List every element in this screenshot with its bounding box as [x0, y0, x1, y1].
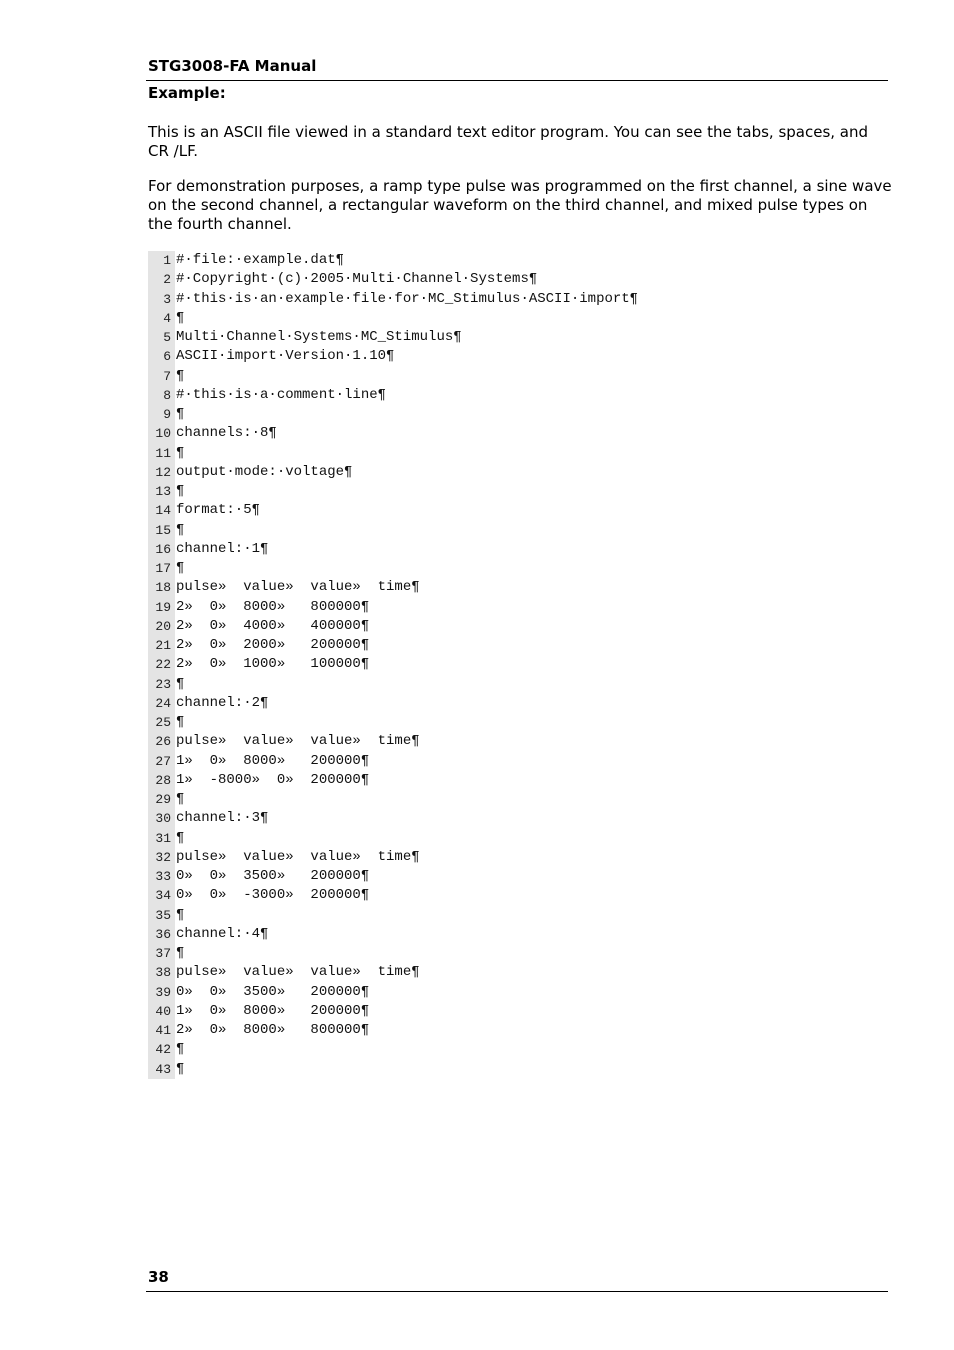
code-line: [148, 886, 638, 905]
code-line: [148, 752, 638, 771]
code-line: [148, 347, 638, 366]
line-number: 10: [148, 424, 175, 443]
line-text: 1» 0» 8000» 200000¶: [176, 752, 370, 769]
line-number: 34: [148, 886, 175, 905]
line-number: 29: [148, 790, 175, 809]
line-text: 2» 0» 8000» 800000¶: [176, 1022, 370, 1038]
line-text: channel:·2¶: [176, 694, 269, 711]
code-line: [148, 655, 638, 674]
line-number: 41: [148, 1021, 175, 1040]
line-number: 15: [148, 521, 175, 540]
line-number: 8: [148, 386, 175, 405]
code-line: [148, 405, 638, 424]
line-number: 16: [148, 540, 175, 559]
line-text: 0» 0» 3500» 200000¶: [176, 983, 370, 1000]
line-text: 0» 0» -3000» 200000¶: [176, 887, 370, 904]
code-line: [148, 636, 638, 655]
line-number: 18: [148, 578, 175, 597]
line-number: 43: [148, 1060, 175, 1079]
code-line: [148, 540, 638, 559]
line-text: 2» 0» 8000» 800000¶: [176, 598, 370, 615]
code-line: [148, 732, 638, 751]
line-number: 3: [148, 290, 175, 309]
line-text: ASCII·import·Version·1.10¶: [176, 348, 395, 365]
line-text: ¶: [176, 906, 185, 923]
line-text: 2» 0» 1000» 100000¶: [176, 656, 370, 673]
code-line: [148, 906, 638, 925]
line-text: 2» 0» 4000» 400000¶: [176, 617, 370, 634]
line-number: 38: [148, 963, 175, 982]
code-line: [148, 983, 638, 1002]
demo-paragraph: For demonstration purposes, a ramp type pulse was programmed on the first channel, a sine wave on the second channel, a rectangular waveform on the third channel, and mixed pulse types on the fourth channel.: [148, 177, 892, 233]
line-text: output·mode:·voltage¶: [176, 463, 353, 480]
line-number: 20: [148, 617, 175, 636]
line-text: pulse» value» value» time¶: [176, 964, 420, 981]
line-number: 42: [148, 1040, 175, 1059]
line-number: 7: [148, 367, 175, 386]
line-text: channel:·1¶: [176, 540, 269, 557]
line-number: 12: [148, 463, 175, 482]
line-number: 2: [148, 270, 175, 289]
code-line: [148, 501, 638, 520]
code-line: [148, 1040, 638, 1059]
code-line: [148, 867, 638, 886]
code-line: [148, 829, 638, 848]
line-text: ¶: [176, 714, 185, 730]
code-line: [148, 482, 638, 501]
line-text: ¶: [176, 1041, 185, 1058]
line-text: channel:·3¶: [176, 810, 269, 827]
code-line: [148, 1002, 638, 1021]
line-text: ¶: [176, 483, 185, 499]
code-line: [148, 444, 638, 463]
code-line: [148, 925, 638, 944]
code-line: [148, 598, 638, 617]
line-text: 1» -8000» 0» 200000¶: [176, 771, 370, 788]
line-number: 17: [148, 559, 175, 578]
line-number: 11: [148, 444, 175, 463]
line-text: format:·5¶: [176, 502, 261, 519]
code-line: [148, 559, 638, 578]
line-number: 32: [148, 848, 175, 867]
code-line: [148, 963, 638, 982]
line-number: 22: [148, 655, 175, 674]
code-line: [148, 270, 638, 289]
line-number: 35: [148, 906, 175, 925]
code-line: [148, 675, 638, 694]
line-number: 27: [148, 752, 175, 771]
code-line: [148, 944, 638, 963]
line-number: 9: [148, 405, 175, 424]
line-text: ¶: [176, 406, 185, 422]
line-number: 6: [148, 347, 175, 366]
line-text: #·this·is·an·example·file·for·MC_Stimulus·ASCII·import¶: [176, 290, 639, 307]
code-line: [148, 713, 638, 732]
line-number: 1: [148, 251, 175, 270]
line-text: 0» 0» 3500» 200000¶: [176, 868, 370, 884]
code-line: [148, 521, 638, 540]
code-line: [148, 309, 638, 328]
code-line: [148, 367, 638, 386]
line-number: 36: [148, 925, 175, 944]
code-line: [148, 1060, 638, 1079]
page-number: 38: [148, 1268, 169, 1286]
section-heading: Example:: [148, 84, 226, 102]
line-text: #·this·is·a·comment·line¶: [176, 386, 387, 403]
code-line: [148, 694, 638, 713]
line-text: pulse» value» value» time¶: [176, 848, 420, 865]
line-text: 1» 0» 8000» 200000¶: [176, 1002, 370, 1019]
line-text: ¶: [176, 1060, 185, 1077]
line-text: channels:·8¶: [176, 425, 277, 442]
line-number: 39: [148, 983, 175, 1002]
line-text: ¶: [176, 791, 185, 807]
line-number: 31: [148, 829, 175, 848]
ascii-file-listing: [148, 251, 638, 1079]
line-number: 14: [148, 501, 175, 520]
line-number: 4: [148, 309, 175, 328]
line-number: 37: [148, 944, 175, 963]
code-line: [148, 771, 638, 790]
intro-paragraph: This is an ASCII file viewed in a standard text editor program. You can see the tabs, spaces, and CR /LF.: [148, 123, 869, 160]
code-line: [148, 790, 638, 809]
line-number: 21: [148, 636, 175, 655]
line-text: pulse» value» value» time¶: [176, 733, 420, 750]
line-number: 26: [148, 732, 175, 751]
code-line: [148, 463, 638, 482]
line-number: 24: [148, 694, 175, 713]
line-text: ¶: [176, 829, 185, 846]
code-line: [148, 328, 638, 347]
line-number: 30: [148, 809, 175, 828]
line-text: 2» 0» 2000» 200000¶: [176, 637, 370, 653]
code-line: [148, 251, 638, 270]
line-number: 19: [148, 598, 175, 617]
line-number: 5: [148, 328, 175, 347]
code-line: [148, 290, 638, 309]
line-text: ¶: [176, 945, 185, 961]
code-line: [148, 848, 638, 867]
footer-divider: [146, 1291, 888, 1292]
line-text: ¶: [176, 367, 185, 384]
line-text: ¶: [176, 560, 185, 576]
line-text: pulse» value» value» time¶: [176, 579, 420, 596]
line-number: 13: [148, 482, 175, 501]
line-text: ¶: [176, 309, 185, 326]
code-line: [148, 809, 638, 828]
code-line: [148, 1021, 638, 1040]
code-line: [148, 424, 638, 443]
line-text: ¶: [176, 444, 185, 461]
line-number: 23: [148, 675, 175, 694]
header-divider: [146, 80, 888, 81]
line-text: #·file:·example.dat¶: [176, 252, 345, 268]
line-number: 33: [148, 867, 175, 886]
line-number: 28: [148, 771, 175, 790]
line-text: #·Copyright·(c)·2005·Multi·Channel·Systems¶: [176, 271, 538, 288]
line-text: channel:·4¶: [176, 925, 269, 942]
line-text: ¶: [176, 521, 185, 538]
code-line: [148, 386, 638, 405]
line-number: 25: [148, 713, 175, 732]
line-text: ¶: [176, 675, 185, 692]
line-text: Multi·Channel·Systems·MC_Stimulus¶: [176, 329, 462, 345]
code-line: [148, 617, 638, 636]
line-number: 40: [148, 1002, 175, 1021]
code-line: [148, 578, 638, 597]
manual-title: STG3008-FA Manual: [148, 57, 317, 75]
